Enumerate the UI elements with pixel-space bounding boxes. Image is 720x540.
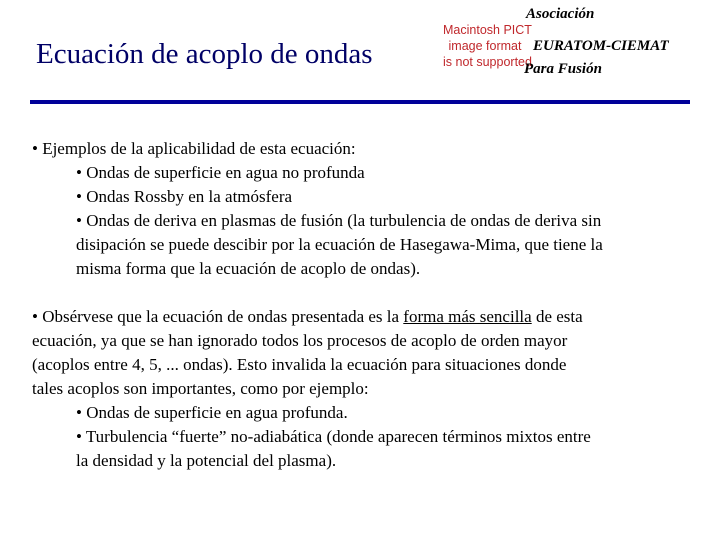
placeholder-line: Macintosh PICT xyxy=(443,23,532,37)
placeholder-line: image format xyxy=(448,39,522,53)
sub-bullet-continuation: disipación se puede descibir por la ecuación de Hasegawa-Mima, que tiene la xyxy=(76,235,603,255)
paragraph-spacer xyxy=(32,282,700,305)
sub-bullet: • Ondas de superficie en agua no profunda xyxy=(76,163,365,183)
sub-bullet: • Ondas de deriva en plasmas de fusión (la turbulencia de ondas de deriva sin xyxy=(76,211,602,231)
organization-name-line: EURATOM-CIEMAT xyxy=(533,38,669,54)
sub-bullet: • Ondas Rossby en la atmósfera xyxy=(76,187,293,207)
placeholder-line: is not supported xyxy=(443,55,532,69)
underlined-emphasis: forma más sencilla xyxy=(403,306,532,326)
slide-body xyxy=(32,137,700,473)
bullet-heading: • Ejemplos de la aplicabilidad de esta ecuación: xyxy=(32,139,356,158)
sub-bullet-continuation: misma forma que la ecuación de acoplo de ondas). xyxy=(76,259,421,279)
sub-bullet-continuation: la densidad y la potencial del plasma). xyxy=(76,451,337,471)
text-run: de esta xyxy=(531,306,583,326)
paragraph-line: ecuación, ya que se han ignorado todos los procesos de acoplo de orden mayor xyxy=(32,330,568,350)
paragraph-line: tales acoplos son importantes, como por ejemplo: xyxy=(32,378,369,398)
paragraph-line: (acoplos entre 4, 5, ... ondas). Esto invalida la ecuación para situaciones donde xyxy=(32,354,567,374)
organization-name-line: Asociación xyxy=(526,6,595,22)
slide-title: Ecuación de acoplo de ondas xyxy=(36,38,373,70)
header-divider xyxy=(30,100,690,104)
unsupported-image-placeholder xyxy=(443,22,532,70)
organization-name-line: Para Fusión xyxy=(524,61,602,77)
sub-bullet: • Ondas de superficie en agua profunda. xyxy=(76,402,348,422)
sub-bullet: • Turbulencia “fuerte” no-adiabática (donde aparecen términos mixtos entre xyxy=(76,427,591,447)
bullet-paragraph xyxy=(32,305,700,329)
text-run: • Obsérvese que la ecuación de ondas presentada es la xyxy=(32,306,404,326)
